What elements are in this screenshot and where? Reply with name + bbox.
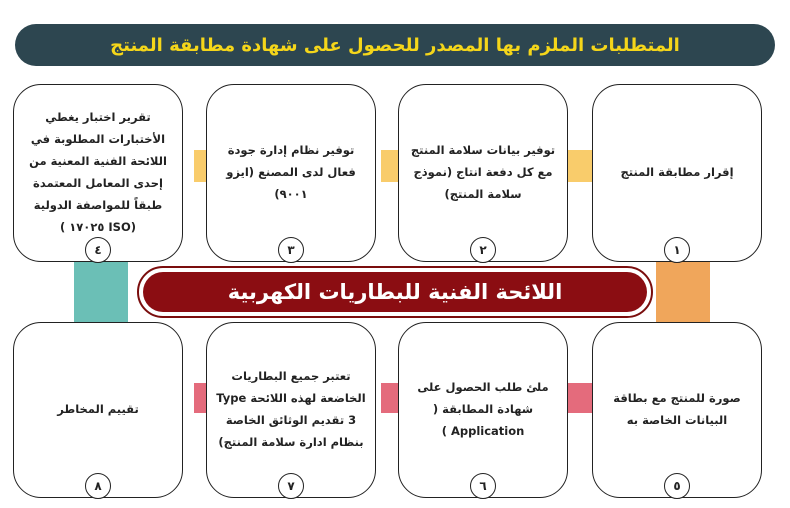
- requirement-card-7-text: تعتبر جميع البطاريات الخاضعة لهذه اللائحة Type 3 تقديم الوثائق الخاصة بنظام ادارة سلامة المنتج): [216, 369, 366, 449]
- requirement-card-7: [206, 322, 376, 498]
- requirement-card-6-text: ملئ طلب الحصول على شهادة المطابقة ( Application ): [417, 380, 549, 438]
- requirement-card-6: [398, 322, 568, 498]
- connector-bottom-5-6: [568, 383, 594, 413]
- center-title-text: اللائحة الفنية للبطاريات الكهربية: [227, 280, 563, 304]
- requirement-card-8-text: تقييم المخاطر: [57, 402, 139, 417]
- center-title-banner: [137, 266, 653, 318]
- requirement-card-4-text: تقرير اختبار يغطي الأختبارات المطلوبة في اللائحة الفنية المعنية من إحدى المعامل المعتمدة طبقاً للمواصفة الدولية (ISO ١٧٠٢٥ ): [29, 110, 167, 234]
- requirement-card-1: [592, 84, 762, 262]
- requirement-card-6-number: ٦: [470, 473, 496, 499]
- requirement-card-1-number: ١: [664, 237, 690, 263]
- requirement-card-3: [206, 84, 376, 262]
- requirements-banner: [15, 24, 775, 66]
- connector-right-vertical: [656, 258, 710, 328]
- requirement-card-3-number: ٣: [278, 237, 304, 263]
- requirements-banner-title: المتطلبات الملزم بها المصدر للحصول على شهادة مطابقة المنتج: [110, 34, 680, 56]
- connector-top-1-2: [568, 150, 594, 182]
- requirement-card-4: [13, 84, 183, 262]
- requirement-card-8-number: ٨: [85, 473, 111, 499]
- requirement-card-2-number: ٢: [470, 237, 496, 263]
- requirement-card-5-number: ٥: [664, 473, 690, 499]
- requirement-card-2-text: توفير بيانات سلامة المنتج مع كل دفعة انتاج (نموذج سلامة المنتج): [410, 143, 556, 201]
- requirement-card-7-number: ٧: [278, 473, 304, 499]
- requirement-card-5-text: صورة للمنتج مع بطاقة البيانات الخاصة به: [613, 391, 741, 427]
- connector-left-vertical: [74, 258, 128, 328]
- requirement-card-1-text: إقرار مطابقة المنتج: [620, 165, 734, 180]
- requirement-card-3-text: توفير نظام إدارة جودة فعال لدى المصنع (ايزو ٩٠٠١): [226, 143, 356, 201]
- requirement-card-5: [592, 322, 762, 498]
- requirement-card-2: [398, 84, 568, 262]
- requirement-card-8: [13, 322, 183, 498]
- requirement-card-4-number: ٤: [85, 237, 111, 263]
